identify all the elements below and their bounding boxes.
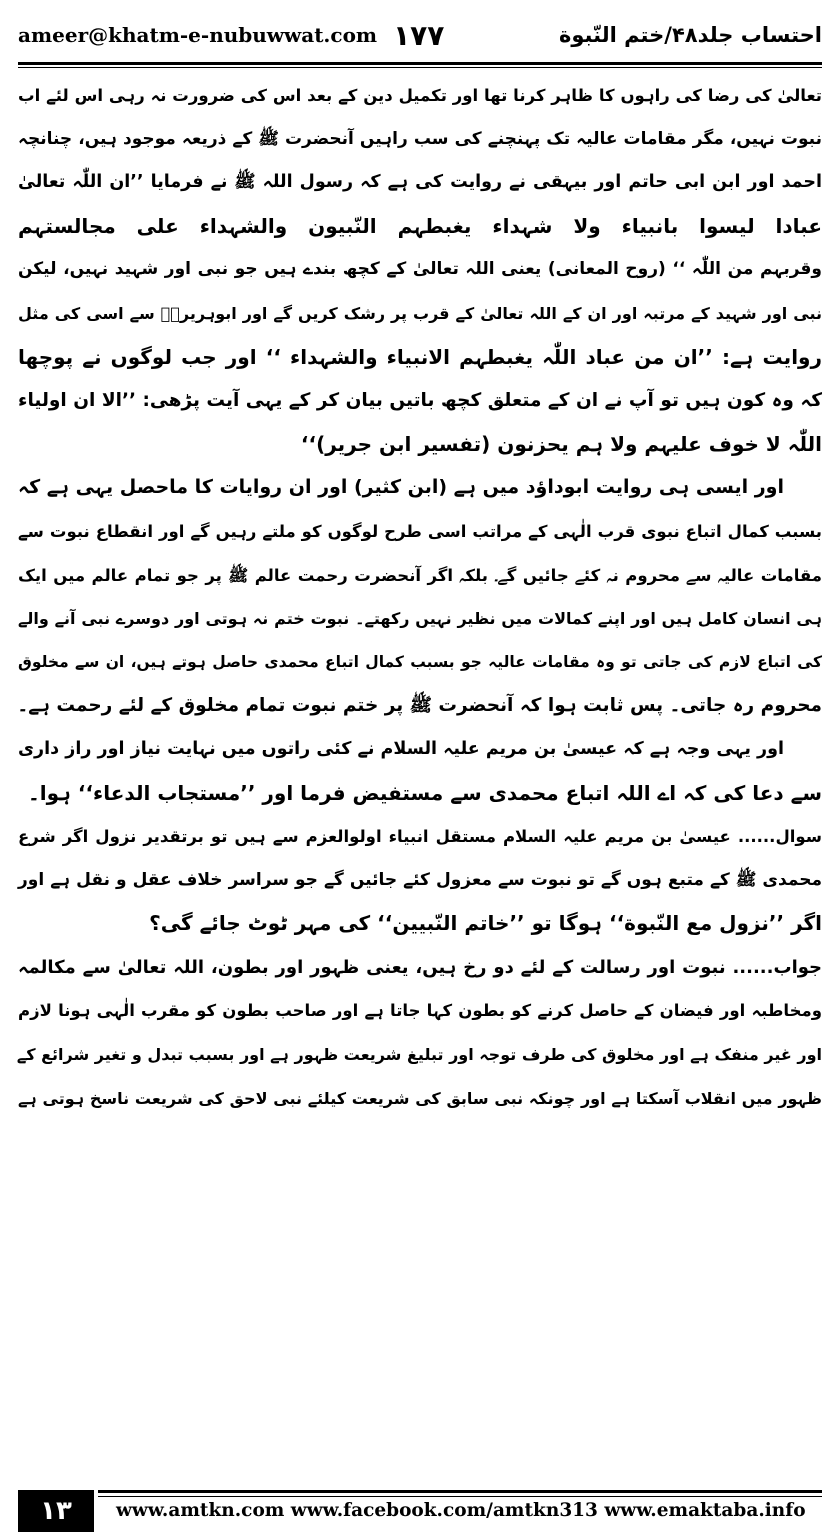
- text-line: نبوت نہیں، مگر مقامات عالیہ تک پہنچنے کی سب راہیں آنحضرت ﷺ کے ذریعہ موجود ہیں، چنانچہ: [18, 128, 822, 149]
- text-line: مقامات عالیہ سے محروم نہ کئے جائیں گے۔ بلکہ اگر آنحضرت رحمت عالم ﷺ پر جو تمام عالم میں ایک: [18, 565, 822, 585]
- text-line: اللّٰہ لا خوف علیہم ولا ہم یحزنون (تفسیر ابن جریر)‘‘: [300, 431, 822, 456]
- text-line: بسبب کمال اتباع نبوی قرب الٰہی کے مراتب اسی طرح لوگوں کو ملتے رہیں گے اور انقطاع نبوت سے: [18, 521, 822, 541]
- text-line: احمد اور ابن ابی حاتم اور بیہقی نے روایت کی ہے کہ رسول اللہ ﷺ نے فرمایا ’’ان اللّٰہ تعالیٰ: [18, 172, 822, 193]
- footer-rule-thin: [98, 1496, 822, 1497]
- footer-rule-thick: [98, 1490, 822, 1493]
- text-line: نبی اور شہید کے مرتبہ اور ان کے اللہ تعالیٰ کے قرب پر رشک کریں گے اور ابوہریرہؓ سے اسی کی مثل: [18, 303, 822, 323]
- text-line: اور یہی وجہ ہے کہ عیسیٰ بن مریم علیہ السلام نے کئی راتوں میں نہایت نیاز اور راز داری: [18, 738, 784, 759]
- text-line: ہی انسان کامل ہیں اور اپنے کمالات میں نظیر نہیں رکھتے۔ نبوت ختم نہ ہوتی اور دوسرے نبی آنے والے: [18, 609, 822, 629]
- page-footer: [18, 1486, 822, 1534]
- header-email: ameer@khatm-e-nubuwwat.com: [18, 23, 378, 47]
- text-line: سے دعا کی کہ اے اللہ اتباع محمدی سے مستفیض فرما اور ’’مستجاب الدعاء‘‘ ہوا۔: [28, 780, 822, 805]
- text-line: تعالیٰ کی رضا کی راہوں کا ظاہر کرنا تھا اور تکمیل دین کے بعد اس کی ضرورت نہ رہی اس لئے اب: [18, 86, 822, 105]
- header-left: [18, 19, 444, 52]
- text-line: کہ وہ کون ہیں تو آپ نے ان کے متعلق کچھ باتیں بیان کر کے یہی آیت پڑھی: ’’الا ان اولیاء: [18, 390, 822, 412]
- footer-badge: ۱۳: [18, 1490, 94, 1532]
- book-title: احتساب جلد۴۸/ختم النّبوة: [558, 23, 822, 47]
- page-number: ۱۷۷: [393, 18, 445, 52]
- page-header: [18, 10, 822, 60]
- text-line: ومخاطبہ اور فیضان کے حاصل کرنے کو بطون کہا جاتا ہے اور صاحب بطون کو مقرب الٰہی ہونا لازم: [18, 1001, 822, 1021]
- text-line: روایت ہے: ’’ان من عباد اللّٰہ یغبطہم الانبیاء والشہداء ‘‘ اور جب لوگوں نے پوچھا: [18, 344, 822, 369]
- text-line: اگر ’’نزول مع النّبوة‘‘ ہوگا تو ’’خاتم النّبیین‘‘ کی مہر ٹوٹ جائے گی؟: [149, 911, 822, 936]
- header-rule-thin: [18, 67, 822, 68]
- text-line: کی اتباع لازم کی جاتی تو وہ مقامات عالیہ جو بسبب کمال اتباع محمدی حاصل ہوتے ہیں، ان سے مخلوق: [18, 652, 822, 671]
- text-line: عبادا لیسوا بانبیاء ولا شہداء یغبطہم النّبیون والشہداء علی مجالستہم: [18, 213, 822, 238]
- header-rule-thick: [18, 62, 822, 65]
- text-line: ظہور میں انقلاب آسکتا ہے اور چونکہ نبی سابق کی شریعت کیلئے نبی لاحق کی شریعت ناسخ ہوتی ہے: [18, 1088, 822, 1108]
- footer-urls: www.amtkn.com www.facebook.com/amtkn313 www.emaktaba.info: [116, 1500, 806, 1521]
- body-text: [18, 74, 822, 1470]
- text-line: اور غیر منفک ہے اور مخلوق کی طرف توجہ اور تبلیغ شریعت ظہور ہے اور بسبب تبدل و تغیر شرائع کے: [16, 1045, 822, 1065]
- text-line: اور ایسی ہی روایت ابوداؤد میں ہے (ابن کثیر) اور ان روایات کا ماحصل یہی ہے کہ: [18, 476, 784, 499]
- text-line: جواب...... نبوت اور رسالت کے لئے دو رخ ہیں، یعنی ظہور اور بطون، اللہ تعالیٰ سے مکالمہ: [18, 956, 822, 978]
- text-line: سوال...... عیسیٰ بن مریم علیہ السلام مستقل انبیاء اولوالعزم سے ہیں تو برتقدیر نزول اگر شرع: [18, 827, 822, 847]
- text-line: محروم رہ جاتی۔ پس ثابت ہوا کہ آنحضرت ﷺ پر ختم نبوت تمام مخلوق کے لئے رحمت ہے۔: [17, 695, 822, 717]
- text-line: محمدی ﷺ کے متبع ہوں گے تو نبوت سے معزول کئے جائیں گے جو سراسر خلاف عقل و نقل ہے اور: [18, 869, 822, 890]
- text-line: وقربہم من اللّٰہ ‘‘ (روح المعانی) یعنی اللہ تعالیٰ کے کچھ بندے ہیں جو نبی اور شہید نہیں، لیکن: [18, 259, 822, 280]
